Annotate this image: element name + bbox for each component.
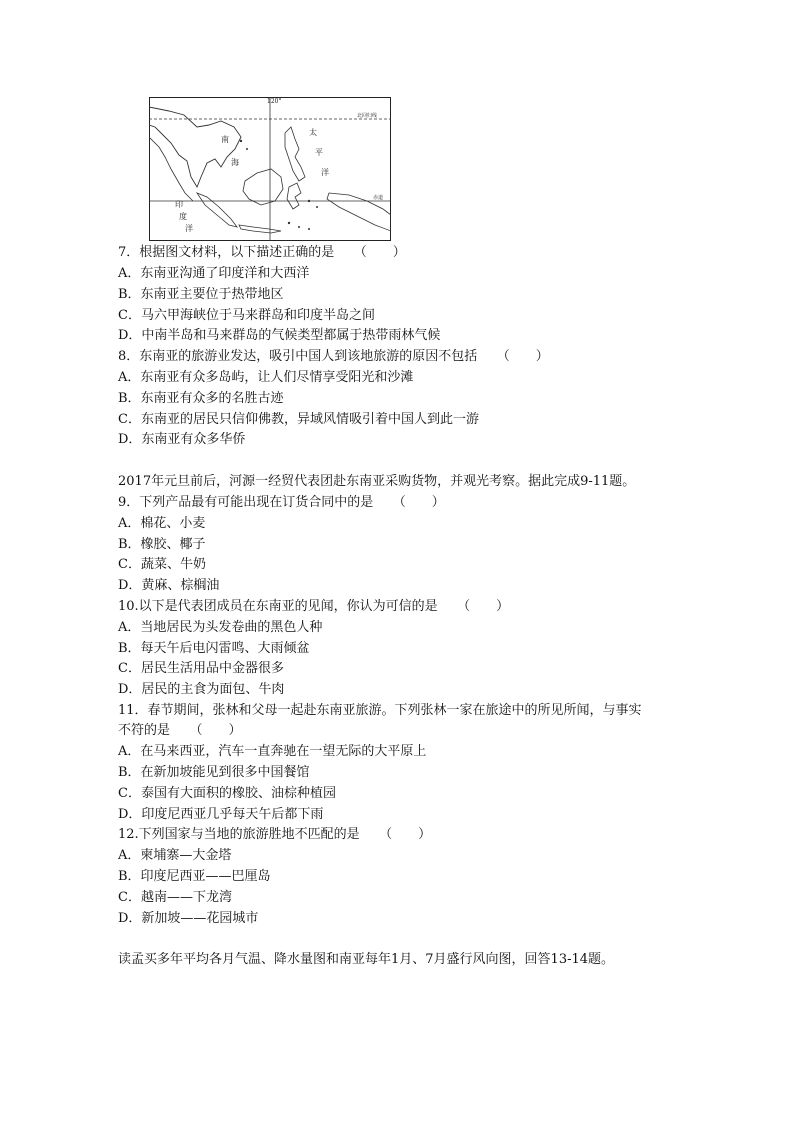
question-10-option-b: B．每天午后电闪雷鸣、大雨倾盆	[118, 641, 310, 656]
tropic-label: 北回归线	[357, 113, 378, 119]
pacific-label-1: 太	[309, 128, 317, 137]
question-7-option-a: A．东南亚沟通了印度洋和大西洋	[118, 266, 310, 281]
question-9-option-b: B．橡胶、椰子	[118, 537, 206, 552]
question-10-stem: 10.以下是代表团成员在东南亚的见闻，你认为可信的是 （ ）	[118, 599, 510, 614]
question-11-stem-cont: 不符的是 （ ）	[118, 723, 242, 738]
question-12-option-a: A．柬埔寨—大金塔	[118, 848, 232, 863]
south-sea-label-1: 南	[221, 135, 229, 144]
question-9-stem: 9．下列产品最有可能出现在订货合同中的是 （ ）	[118, 495, 445, 510]
passage-13-14: 读孟买多年平均各月气温、降水量图和南亚每年1月、7月盛行风向图，回答13-14题。	[118, 952, 615, 967]
meridian-label: 120°	[267, 98, 282, 105]
question-12-option-b: B．印度尼西亚——巴厘岛	[118, 869, 271, 884]
question-8-option-c: C．东南亚的居民只信仰佛教，异域风情吸引着中国人到此一游	[118, 412, 479, 427]
question-11-option-b: B．在新加坡能见到很多中国餐馆	[118, 765, 310, 780]
question-10-option-c: C．居民生活用品中金器很多	[118, 661, 284, 676]
southeast-asia-map	[149, 97, 391, 241]
question-11-option-a: A．在马来西亚，汽车一直奔驰在一望无际的大平原上	[118, 744, 427, 759]
question-12-option-d: D．新加坡——花园城市	[118, 911, 259, 926]
question-10-option-a: A．当地居民为头发卷曲的黑色人种	[118, 620, 323, 635]
question-7-option-c: C．马六甲海峡位于马来群岛和印度半岛之间	[118, 308, 375, 323]
indian-ocean-label-2: 度	[179, 212, 187, 221]
question-8-option-b: B．东南亚有众多的名胜古迹	[118, 391, 284, 406]
indian-ocean-label-3: 洋	[185, 224, 193, 233]
question-9-option-a: A．棉花、小麦	[118, 516, 206, 531]
question-8-option-d: D．东南亚有众多华侨	[118, 432, 246, 447]
question-8-stem: 8．东南亚的旅游业发达，吸引中国人到该地旅游的原因不包括 （ ）	[118, 349, 549, 364]
pacific-label-2: 平	[315, 148, 323, 157]
question-7-stem: 7．根据图文材料，以下描述正确的是 （ ）	[118, 245, 406, 260]
question-10-option-d: D．居民的主食为面包、牛肉	[118, 682, 285, 697]
question-12-option-c: C．越南——下龙湾	[118, 890, 232, 905]
passage-9-11: 2017年元旦前后，河源一经贸代表团赴东南亚采购货物，并观光考察。据此完成9-11题。	[118, 474, 636, 489]
question-11-option-c: C．泰国有大面积的橡胶、油棕种植园	[118, 786, 336, 801]
question-9-option-d: D．黄麻、棕榈油	[118, 578, 220, 593]
question-7-option-b: B．东南亚主要位于热带地区	[118, 287, 284, 302]
map-figure	[149, 97, 391, 241]
question-9-option-c: C．蔬菜、牛奶	[118, 557, 206, 572]
question-11-option-d: D．印度尼西亚几乎每天午后都下雨	[118, 807, 324, 822]
question-8-option-a: A．东南亚有众多岛屿，让人们尽情享受阳光和沙滩	[118, 370, 414, 385]
indian-ocean-label-1: 印	[175, 200, 183, 209]
question-7-option-d: D．中南半岛和马来群岛的气候类型都属于热带雨林气候	[118, 328, 441, 343]
south-sea-label-2: 海	[231, 158, 239, 167]
pacific-label-3: 洋	[321, 168, 329, 177]
question-11-stem: 11．春节期间，张林和父母一起赴东南亚旅游。下列张林一家在旅途中的所见所闻，与事实	[118, 703, 642, 718]
question-12-stem: 12.下列国家与当地的旅游胜地不匹配的是 （ ）	[118, 827, 432, 842]
equator-label: 赤道	[373, 195, 384, 201]
